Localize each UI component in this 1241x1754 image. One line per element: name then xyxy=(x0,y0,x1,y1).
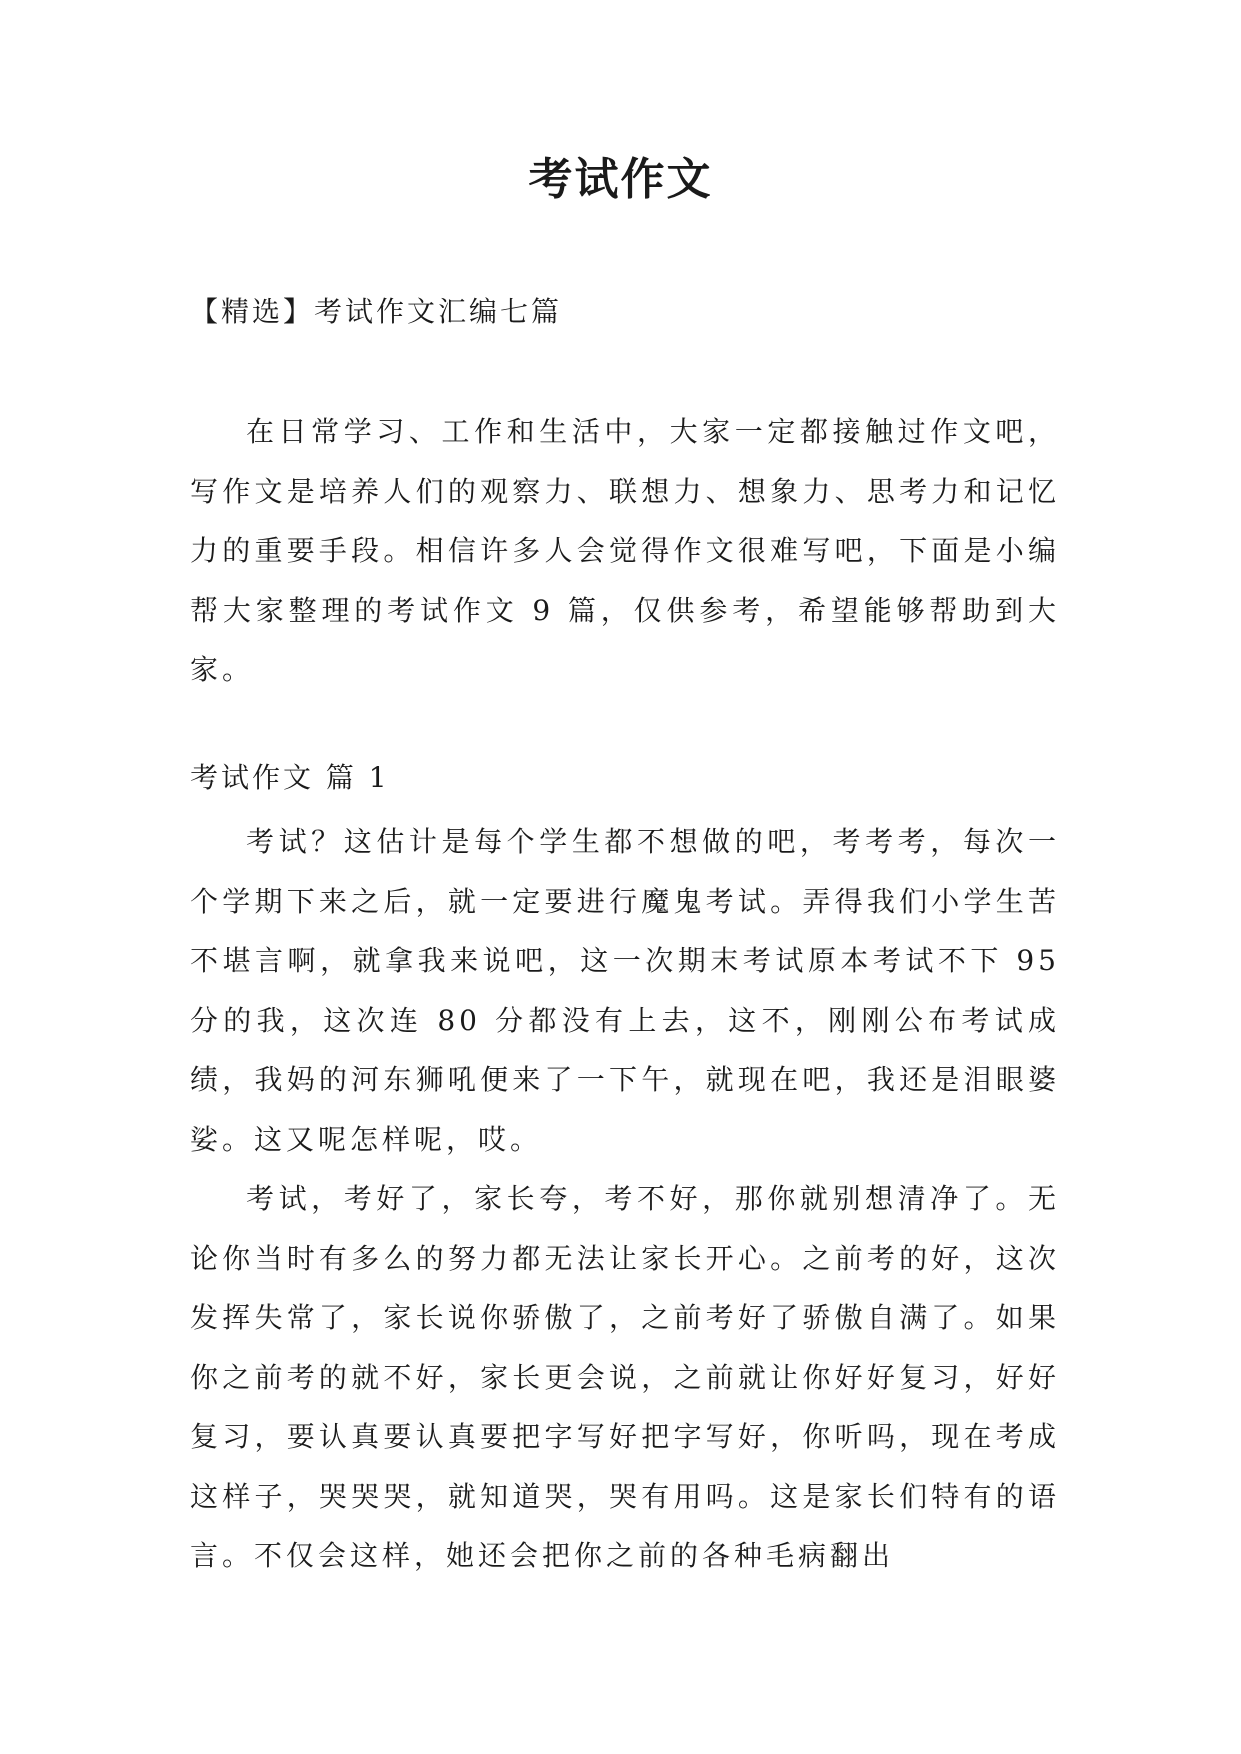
section-heading: 考试作文 篇 1 xyxy=(190,761,390,794)
document-title: 考试作文 xyxy=(528,154,713,205)
essay-paragraph-1: 考试？这估计是每个学生都不想做的吧，考考考，每次一个学期下来之后，就一定要进行魔鬼考试。弄得我们小学生苦不堪言啊，就拿我来说吧，这一次期末考试原本考试不下 95 分的我，这次连 80 分都没有上去，这不，刚刚公布考试成绩，我妈的河东狮吼便来了一下午，就现在吧，我还是泪眼婆娑。这又呢怎样呢，哎。 xyxy=(190,825,1060,1156)
document-subtitle: 【精选】考试作文汇编七篇 xyxy=(190,295,563,328)
intro-block xyxy=(190,402,1060,700)
essay-body xyxy=(190,812,1060,1586)
essay-paragraph-2: 考试，考好了，家长夸，考不好，那你就别想清净了。无论你当时有多么的努力都无法让家长开心。之前考的好，这次发挥失常了，家长说你骄傲了，之前考好了骄傲自满了。如果你之前考的就不好，家长更会说，之前就让你好好复习，好好复习，要认真要认真要把字写好把字写好，你听吗，现在考成这样子，哭哭哭，就知道哭，哭有用吗。这是家长们特有的语言。不仅会这样，她还会把你之前的各种毛病翻出 xyxy=(190,1182,1060,1572)
intro-paragraph: 在日常学习、工作和生活中，大家一定都接触过作文吧，写作文是培养人们的观察力、联想力、想象力、思考力和记忆力的重要手段。相信许多人会觉得作文很难写吧，下面是小编帮大家整理的考试作文 9 篇，仅供参考，希望能够帮助到大家。 xyxy=(190,415,1060,686)
